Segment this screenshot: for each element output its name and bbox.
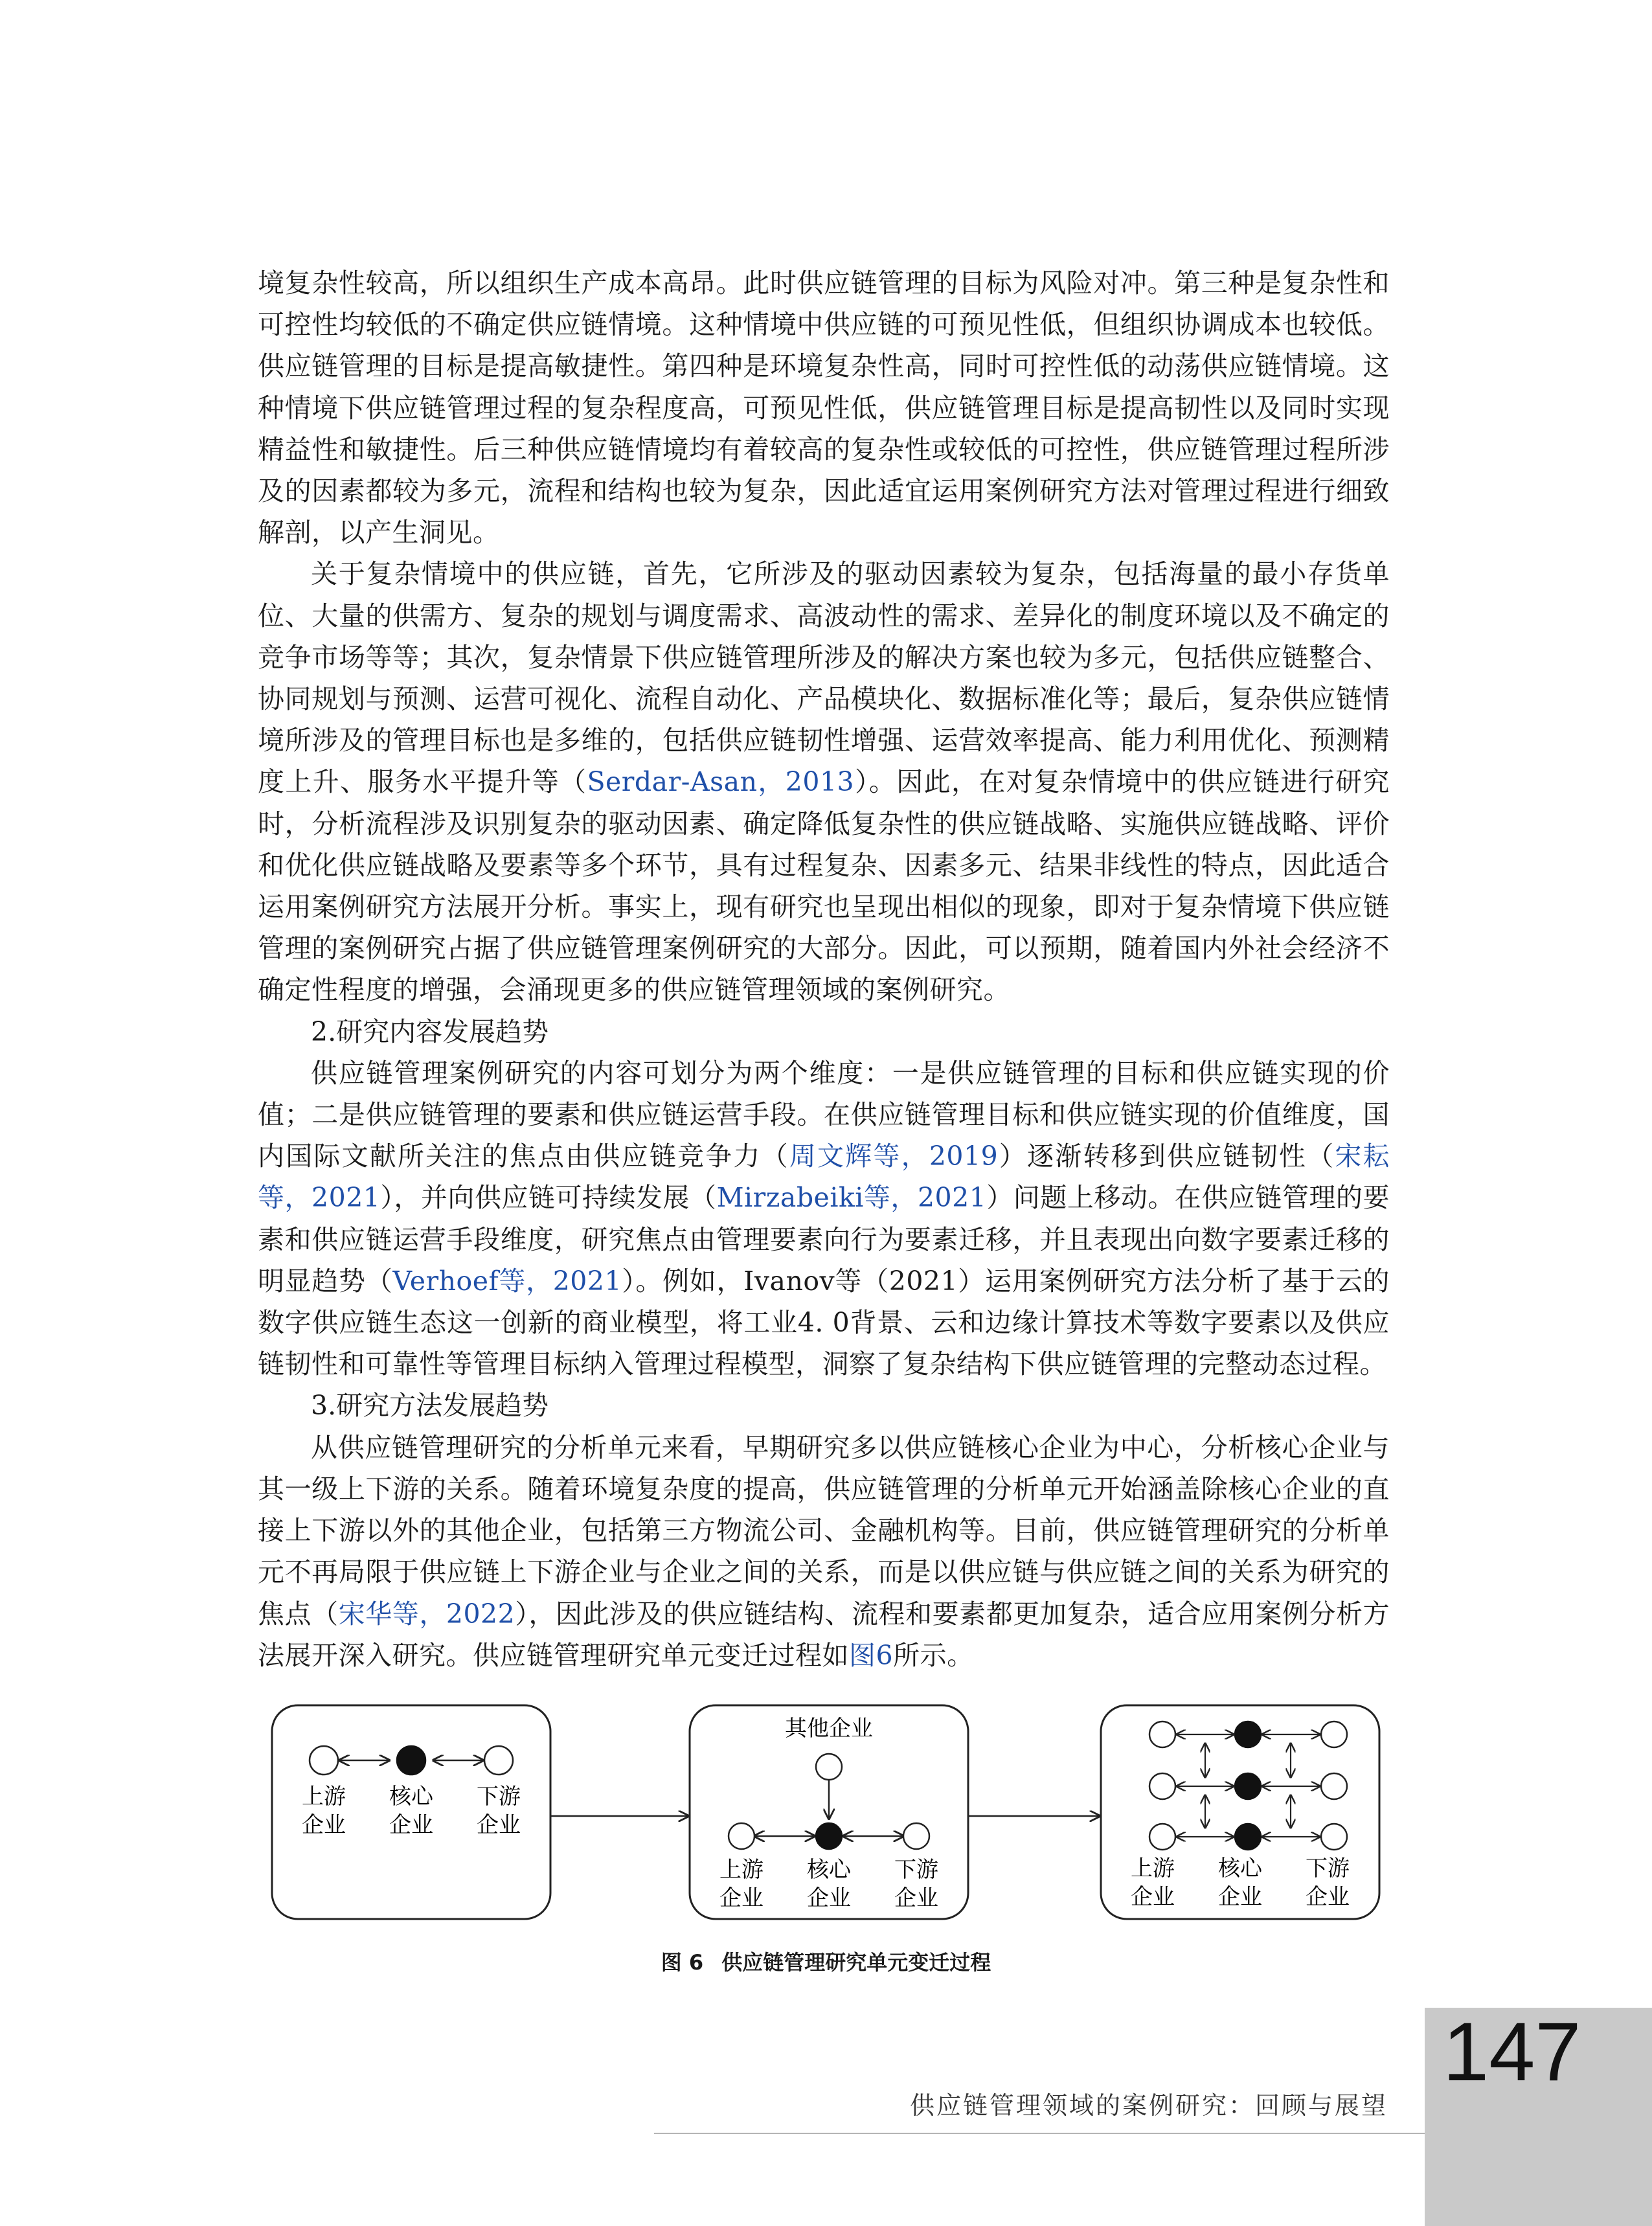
citation-link[interactable]: Verhoef等，2021: [392, 1265, 622, 1297]
paragraph-3-text-c: ），并向供应链可持续发展（: [380, 1182, 717, 1214]
figure-caption-number: 图 6: [661, 1950, 704, 1975]
upstream-node: [310, 1746, 338, 1775]
core-node: [1235, 1824, 1261, 1850]
downstream-node: [1321, 1721, 1347, 1747]
paragraph-3-text-b: ）逐渐转移到供应链韧性（: [998, 1141, 1335, 1172]
citation-link[interactable]: Serdar-Asan，2013: [587, 766, 855, 798]
figure-6: [269, 1702, 1383, 1922]
upstream-label: 上游: [719, 1857, 764, 1883]
other-enterprise-label: 其他企业: [785, 1716, 873, 1742]
paragraph-4-text-a: 从供应链管理研究的分析单元来看，早期研究多以供应链核心企业为中心，分析核心企业与其一级上下游的关系。随着环境复杂度的提高，供应链管理的分析单元开始涵盖除核心企业的直接上下游以外的其他企业，包括第三方物流公司、金融机构等。目前，供应链管理研究的分析单元不再局限于供应链上下游企业与企业之间的关系，而是以供应链与供应链之间的关系为研究的焦点（: [258, 1431, 1390, 1630]
citation-link[interactable]: Mirzabeiki等，2021: [716, 1182, 987, 1214]
paragraph-3: [258, 1052, 1390, 1385]
page-number: 147: [1443, 2006, 1581, 2098]
downstream-label: 企业: [894, 1885, 938, 1911]
core-node: [1235, 1773, 1261, 1799]
downstream-node: [1321, 1773, 1347, 1799]
core-label: 核心: [1218, 1856, 1262, 1881]
downstream-node: [903, 1823, 929, 1849]
citation-link[interactable]: 周文辉等，2019: [789, 1141, 999, 1172]
body-text: [258, 262, 1390, 1676]
core-label: 企业: [389, 1812, 433, 1838]
paragraph-3-text-d: ）问题上移动。在供应链管理的要素和供应链运营手段维度，研究焦点由管理要素向行为要素迁移，并且表现出向数字要素迁移的明显趋势（: [258, 1182, 1390, 1297]
citation-link[interactable]: 宋华等，2022: [338, 1598, 515, 1630]
core-node: [397, 1746, 425, 1775]
paragraph-4-text-c: 所示。: [893, 1639, 974, 1671]
supply-chain-diagram: [269, 1702, 1383, 1922]
upstream-node: [1149, 1773, 1175, 1799]
core-label: 核心: [389, 1784, 433, 1810]
paragraph-2-text-a: 关于复杂情境中的供应链，首先，它所涉及的驱动因素较为复杂，包括海量的最小存货单位、大量的供需方、复杂的规划与调度需求、高波动性的需求、差异化的制度环境以及不确定的竞争市场等等；其次，复杂情景下供应链管理所涉及的解决方案也较为多元，包括供应链整合、协同规划与预测、运营可视化、流程自动化、产品模块化、数据标准化等；最后，复杂供应链情境所涉及的管理目标也是多维的，包括供应链韧性增强、运营效率提高、能力利用优化、预测精度上升、服务水平提升等（: [258, 558, 1390, 798]
upstream-label: 上游: [1131, 1856, 1175, 1881]
downstream-label: 企业: [477, 1812, 521, 1838]
core-label: 企业: [807, 1885, 851, 1911]
upstream-node: [729, 1823, 754, 1849]
paragraph-1: [258, 262, 1390, 553]
upstream-label: 企业: [1131, 1884, 1175, 1910]
paragraph-3-text-a: 供应链管理案例研究的内容可划分为两个维度：一是供应链管理的目标和供应链实现的价值；二是供应链管理的要素和供应链运营手段。在供应链管理目标和供应链实现的价值维度，国内国际文献所关注的焦点由供应链竞争力（: [258, 1057, 1390, 1172]
other-enterprise-node: [816, 1754, 842, 1780]
figure-caption: [0, 1946, 1652, 1976]
upstream-label: 上游: [302, 1784, 346, 1810]
downstream-node: [484, 1746, 513, 1775]
running-title: 供应链管理领域的案例研究：回顾与展望: [909, 2091, 1388, 2120]
section-heading-2: 2.研究内容发展趋势: [311, 1016, 549, 1047]
core-label: 核心: [807, 1857, 851, 1883]
core-label: 企业: [1218, 1884, 1262, 1910]
downstream-label: 企业: [1306, 1884, 1350, 1910]
paragraph-4-text-b: ），因此涉及的供应链结构、流程和要素都更加复杂，适合应用案例分析方法展开深入研究。供应链管理研究单元变迁过程如: [258, 1598, 1390, 1671]
paragraph-2-text-b: ）。因此，在对复杂情境中的供应链进行研究时，分析流程涉及识别复杂的驱动因素、确定降低复杂性的供应链战略、实施供应链战略、评价和优化供应链战略及要素等多个环节，具有过程复杂、因素多元、结果非线性的特点，因此适合运用案例研究方法展开分析。事实上，现有研究也呈现出相似的现象，即对于复杂情境下供应链管理的案例研究占据了供应链管理案例研究的大部分。因此，可以预期，随着国内外社会经济不确定性程度的增强，会涌现更多的供应链管理领域的案例研究。: [258, 766, 1390, 1006]
citation-link[interactable]: 宋耘等，2021: [258, 1141, 1390, 1214]
upstream-label: 企业: [302, 1812, 346, 1838]
paragraph-3-text-e: ）。例如，Ivanov等（2021）运用案例研究方法分析了基于云的数字供应链生态这一创新的商业模型，将工业4. 0背景、云和边缘计算技术等数字要素以及供应链韧性和可靠性等管理目标纳入管理过程模型，洞察了复杂结构下供应链管理的完整动态过程。: [258, 1265, 1390, 1380]
upstream-label: 企业: [719, 1885, 764, 1911]
paragraph-2: [258, 553, 1390, 1010]
downstream-label: 下游: [1306, 1856, 1350, 1881]
figure-reference-link[interactable]: 图6: [849, 1639, 894, 1671]
core-node: [816, 1823, 842, 1849]
paragraph-4: [258, 1427, 1390, 1676]
network-grid: [1149, 1721, 1347, 1850]
footer-divider: [654, 2133, 1425, 2134]
core-node: [1235, 1721, 1261, 1747]
upstream-node: [1149, 1721, 1175, 1747]
section-heading-3: 3.研究方法发展趋势: [311, 1390, 549, 1422]
downstream-label: 下游: [477, 1784, 521, 1810]
upstream-node: [1149, 1824, 1175, 1850]
downstream-label: 下游: [894, 1857, 938, 1883]
downstream-node: [1321, 1824, 1347, 1850]
figure-caption-title: 供应链管理研究单元变迁过程: [721, 1950, 991, 1975]
paragraph-1-text: 境复杂性较高，所以组织生产成本高昂。此时供应链管理的目标为风险对冲。第三种是复杂性和可控性均较低的不确定供应链情境。这种情境中供应链的可预见性低，但组织协调成本也较低。供应链管理的目标是提高敏捷性。第四种是环境复杂性高，同时可控性低的动荡供应链情境。这种情境下供应链管理过程的复杂程度高，可预见性低，供应链管理目标是提高韧性以及同时实现精益性和敏捷性。后三种供应链情境均有着较高的复杂性或较低的可控性，供应链管理过程所涉及的因素都较为多元，流程和结构也较为复杂，因此适宜运用案例研究方法对管理过程进行细致解剖，以产生洞见。: [258, 267, 1390, 549]
